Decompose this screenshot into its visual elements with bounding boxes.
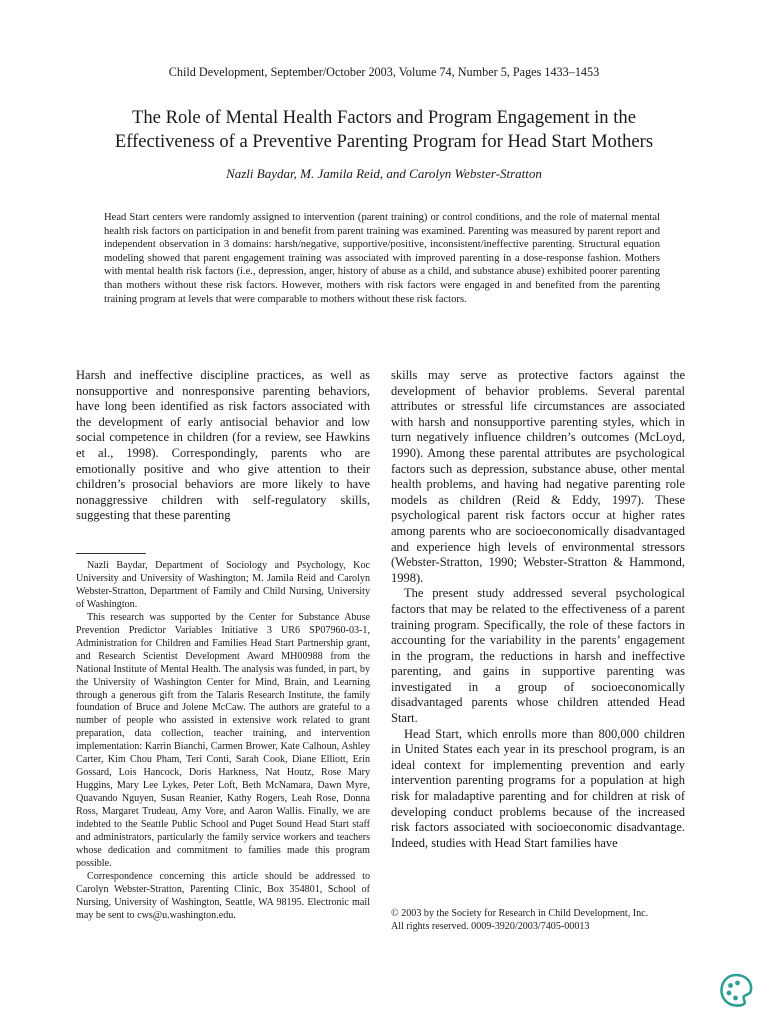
- author-list: Nazli Baydar, M. Jamila Reid, and Carolyn Webster-Stratton: [226, 166, 542, 181]
- palette-icon-graphic: [716, 970, 756, 1010]
- funding-note: This research was supported by the Center for Substance Abuse Prevention Predictor Variables Initiative 3 UR6 SP07960-03-1, Administration for Children and Families Head Start Partnership grant, and Research Scientist Development Award MH00988 from the National Institute of Mental Health. The analysis was funded, in part, by the University of Washington Center for Mind, Brain, and Learning through a generous gift from the Talaris Research Institute, the family foundation of Bruce and Jolene McCaw. The authors are grateful to a number of people who assisted in extensive work related to grant preparation, data collection, teacher training, and intervention implementation: Karrin Bianchi, Carmen Brower, Kate Calhoun, Ashley Carter, Kim Chou Pham, Teri Conti, Sarah Cook, Diane Elliott, Erin Gossard, Lois Hancock, Doris Harkness, Nat Houtz, Rose Mary Huggins, Mary Lee Lykes, Peter Loft, Beth McNamara, Dawn Myre, Quavando Nguyen, Susan Reanier, Kathy Rogers, Leah Rose, Donna Ross, Margaret Trudeau, Amy Vore, and Aaron Wallis. Finally, we are indebted to the Seattle Public School and Puget Sound Head Start staff and administrators, particularly the family service workers and teachers whose dedication and commitment to families made this program possible.: [76, 611, 370, 869]
- article-title: [60, 106, 708, 154]
- correspondence-note: Correspondence concerning this article should be addressed to Carolyn Webster-Stratton, Parenting Clinic, Box 354801, School of Nursing, University of Washington, Seattle, WA 98195. Electronic mail may be sent to cws@u.washington.edu.: [76, 870, 370, 921]
- article-title-line-2: Effectiveness of a Preventive Parenting Program for Head Start Mothers: [114, 131, 654, 152]
- intro-paragraph-3: The present study addressed several psychological factors that may be related to the effectiveness of a parent training program. Specifically, the role of these factors in accounting for the variability in the parents’ engagement in the program, the reductions in harsh and ineffective parenting, and gains in supportive parenting was investigated in a group of socioeconomically disadvantaged parents whose children attended Head Start.: [391, 586, 685, 726]
- copyright-notice: [391, 908, 691, 934]
- left-column: [76, 368, 370, 524]
- abstract: Head Start centers were randomly assigned to intervention (parent training) or control conditions, and the role of maternal mental health risk factors on participation in and benefit from parent training was examined. Parenting was measured by parent report and independent observation in 3 domains: harsh/negative, supportive/positive, inconsistent/ineffective parenting. Structural equation modeling showed that parent engagement training was associated with improved parenting in a dose-response fashion. Mothers with mental health risk factors (i.e., depression, anger, history of abuse as a child, and substance abuse) exhibited poorer parenting than mothers without these risk factors. However, mothers with risk factors were engaged in and benefited from the parenting training program at levels that were comparable to mothers without these risk factors.: [104, 212, 660, 305]
- affiliation-note: Nazli Baydar, Department of Sociology and Psychology, Koc University and University of Washington; M. Jamila Reid and Carolyn Webster-Stratton, Department of Family and Child Nursing, University of Washington.: [76, 560, 370, 610]
- intro-paragraph-2: skills may serve as protective factors against the development of behavior problems. Several parental attributes or stressful life circumstances are associated with harsh and nonsupportive parenting styles, which in turn negatively influence children’s outcomes (McLoyd, 1990). Among these parental attributes are psychological factors such as depression, substance abuse, other mental health problems, and having had negative parenting role models as children (Reid & Eddy, 1997). These psychological parent risk factors occur at higher rates among parents who are socioeconomically disadvantaged and experience high levels of environmental stressors (Webster-Stratton, 1990; Webster-Stratton & Hammond, 1998).: [391, 368, 685, 585]
- palette-icon[interactable]: [716, 970, 756, 1010]
- right-column: [391, 368, 685, 851]
- article-title-line-1: The Role of Mental Health Factors and Program Engagement in the: [132, 107, 636, 128]
- journal-header: Child Development, September/October 2003, Volume 74, Number 5, Pages 1433–1453: [168, 65, 600, 79]
- intro-paragraph-4: Head Start, which enrolls more than 800,000 children in United States each year in its preschool program, is an ideal context for implementing prevention and early intervention parenting programs for a population at high risk for maladaptive parenting and for children at risk of developing conduct problems because of the increased risk factors associated with socioeconomic disadvantage. Indeed, studies with Head Start families have: [391, 726, 685, 850]
- author-notes: [76, 560, 370, 923]
- copyright-line-1: © 2003 by the Society for Research in Child Development, Inc.: [391, 908, 649, 919]
- footnote-rule: [76, 553, 146, 554]
- copyright-line-2: All rights reserved. 0009-3920/2003/7405-00013: [391, 920, 590, 932]
- intro-paragraph-1: Harsh and ineffective discipline practices, as well as nonsupportive and nonresponsive parenting behaviors, have long been identified as risk factors associated with the development of early antisocial behavior and low social competence in children (for a review, see Hawkins et al., 1998). Correspondingly, parents who are emotionally positive and who give attention to their children’s prosocial behaviors are more likely to have nonaggressive children with self-regulatory skills, suggesting that these parenting: [76, 368, 370, 523]
